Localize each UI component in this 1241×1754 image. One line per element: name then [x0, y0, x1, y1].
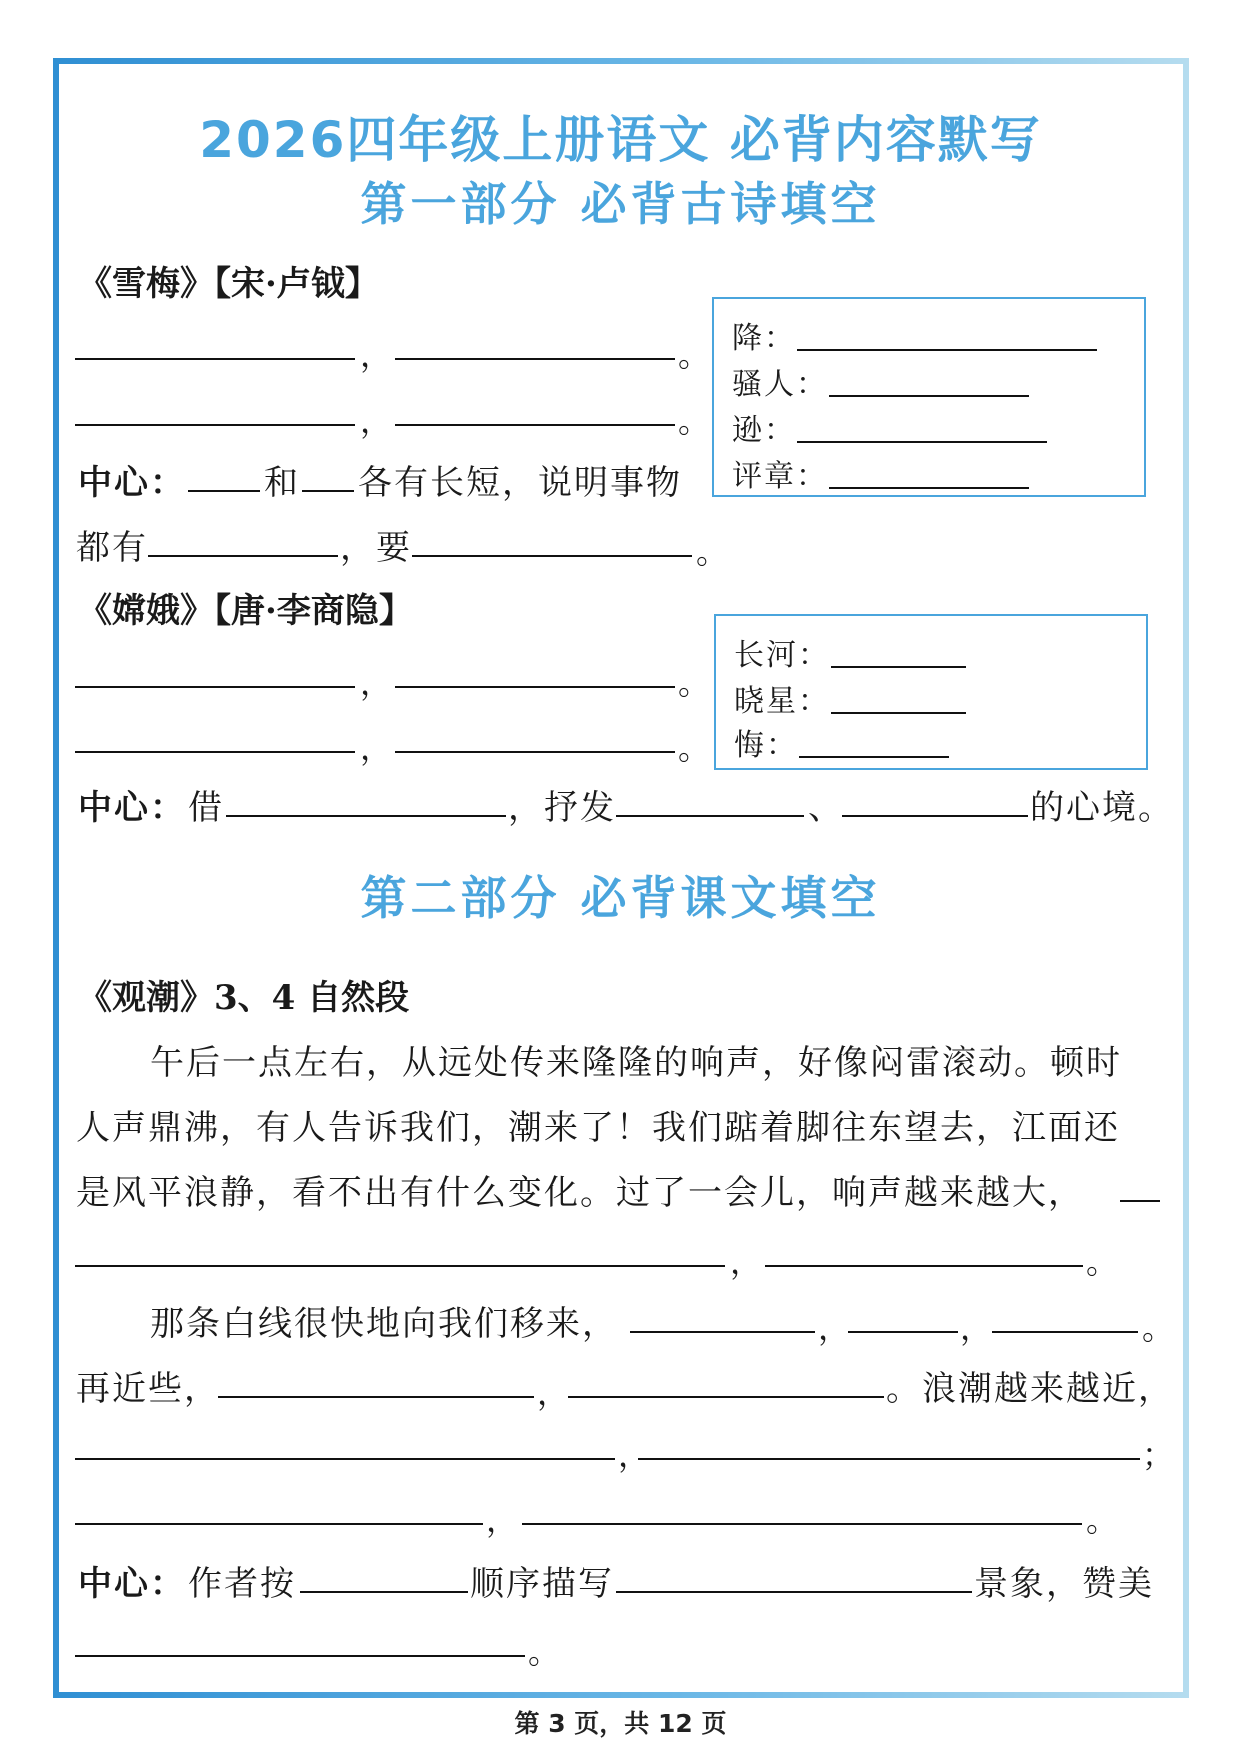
blank-line[interactable]	[797, 349, 1097, 351]
comma: ，	[960, 1309, 993, 1347]
blank-line[interactable]	[992, 1331, 1138, 1333]
blank-line[interactable]	[148, 555, 338, 557]
blank-line[interactable]	[395, 686, 675, 688]
blank-line[interactable]	[638, 1458, 1140, 1460]
blank-line[interactable]	[75, 424, 355, 426]
comma: ，	[360, 664, 393, 702]
blank-line[interactable]	[302, 490, 354, 492]
blank-line[interactable]	[226, 815, 506, 817]
blank-line[interactable]	[75, 686, 355, 688]
semicolon: ；	[1142, 1436, 1175, 1474]
center-label: 中心：	[78, 463, 186, 503]
comma: ，	[360, 336, 393, 374]
vocab-label: 骚人：	[732, 367, 828, 402]
blank-line[interactable]	[75, 1523, 483, 1525]
blank-line[interactable]	[842, 815, 1028, 817]
vocab-label: 晓星：	[734, 684, 830, 719]
blank-line[interactable]	[831, 712, 966, 714]
center-b: 顺序描写	[470, 1564, 614, 1604]
center-c: 景象，赞美	[974, 1564, 1154, 1604]
paragraph-line: 是风平浪静，看不出有什么变化。过了一会儿，响声越来越大，	[76, 1173, 1084, 1213]
center-label: 中心：	[78, 1564, 186, 1604]
period: 。	[678, 664, 711, 702]
comma: ，	[486, 1501, 519, 1539]
vocab-label: 评章：	[732, 459, 828, 494]
blank-line[interactable]	[75, 1265, 725, 1267]
page-title: 2026四年级上册语文 必背内容默写	[199, 111, 1042, 169]
blank-line[interactable]	[829, 395, 1029, 397]
blank-line[interactable]	[395, 358, 675, 360]
comma: ，	[360, 402, 393, 440]
blank-line[interactable]	[522, 1523, 1082, 1525]
comma: ，	[360, 729, 393, 767]
blank-line[interactable]	[829, 487, 1029, 489]
center-label: 中心：	[78, 788, 186, 828]
comma: ，	[537, 1374, 570, 1412]
blank-line[interactable]	[1120, 1200, 1160, 1202]
period: 。	[1142, 1309, 1175, 1347]
paragraph-line: 。浪潮越来越近，	[886, 1369, 1174, 1409]
period: 。	[678, 402, 711, 440]
blank-line[interactable]	[75, 1458, 615, 1460]
blank-line[interactable]	[75, 1655, 525, 1657]
blank-line[interactable]	[616, 1591, 972, 1593]
center-b: ，抒发	[508, 788, 616, 828]
blank-line[interactable]	[797, 441, 1047, 443]
blank-line[interactable]	[568, 1396, 884, 1398]
paragraph-line: 那条白线很快地向我们移来，	[150, 1304, 618, 1344]
blank-line[interactable]	[218, 1396, 534, 1398]
blank-line[interactable]	[765, 1265, 1083, 1267]
paragraph-line: 再近些，	[76, 1369, 220, 1409]
paragraph-line: 人声鼎沸，有人告诉我们，潮来了！我们踮着脚往东望去，江面还	[76, 1108, 1120, 1148]
blank-line[interactable]	[799, 756, 949, 758]
center-c: 、	[808, 788, 844, 828]
comma: ，	[818, 1309, 851, 1347]
blank-line[interactable]	[616, 815, 804, 817]
center-a: 作者按	[188, 1564, 296, 1604]
blank-line[interactable]	[395, 751, 675, 753]
poem1-heading: 《雪梅》【宋·卢钺】	[78, 264, 379, 304]
poem2-vocab-box	[714, 614, 1148, 770]
part1-title: 第一部分 必背古诗填空	[360, 177, 881, 231]
period: 。	[528, 1633, 561, 1671]
poem1-vocab-box	[712, 297, 1146, 497]
blank-line[interactable]	[188, 490, 260, 492]
paragraph-line: 午后一点左右，从远处传来隆隆的响声，好像闷雷滚动。顿时	[150, 1043, 1122, 1083]
comma: ，	[730, 1243, 763, 1281]
blank-line[interactable]	[630, 1331, 815, 1333]
period: 。	[678, 729, 711, 767]
vocab-label: 降：	[732, 321, 796, 356]
blank-line[interactable]	[412, 555, 692, 557]
center-text: 各有长短，说明事物	[358, 463, 682, 503]
center-and: 和	[264, 463, 300, 503]
center-a: 借	[188, 788, 224, 828]
period: 。	[1086, 1243, 1119, 1281]
blank-line[interactable]	[831, 666, 966, 668]
center-end: 的心境。	[1030, 788, 1174, 828]
center-line2-a: 都有	[76, 528, 148, 568]
center-line2-b: ，要	[340, 528, 412, 568]
vocab-label: 逊：	[732, 413, 796, 448]
vocab-label: 长河：	[734, 638, 830, 673]
period: 。	[678, 336, 711, 374]
period: 。	[696, 533, 729, 571]
text1-heading: 《观潮》3、4 自然段	[78, 978, 410, 1018]
blank-line[interactable]	[75, 358, 355, 360]
poem2-heading: 《嫦娥》【唐·李商隐】	[78, 591, 413, 631]
period: 。	[1086, 1501, 1119, 1539]
page-number: 第 3 页，共 12 页	[514, 1709, 727, 1738]
vocab-label: 悔：	[734, 728, 798, 763]
blank-line[interactable]	[300, 1591, 468, 1593]
blank-line[interactable]	[75, 751, 355, 753]
blank-line[interactable]	[848, 1331, 958, 1333]
part2-title: 第二部分 必背课文填空	[360, 871, 881, 925]
comma: ，	[618, 1436, 651, 1474]
blank-line[interactable]	[395, 424, 675, 426]
